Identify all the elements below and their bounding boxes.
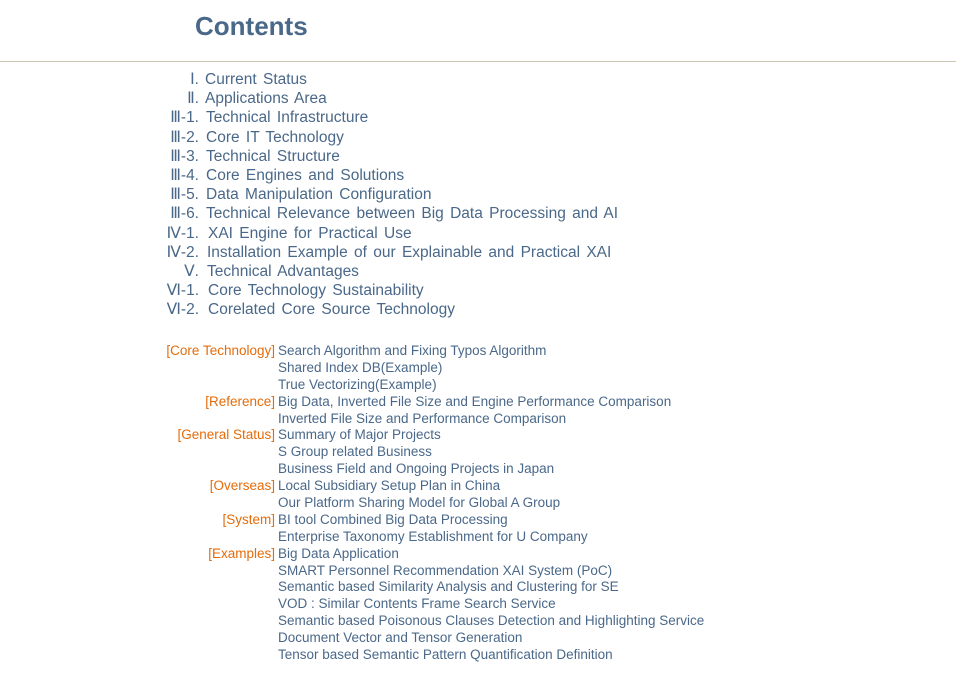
toc-item-number: Ⅴ.	[184, 262, 199, 280]
detail-item-text: Tensor based Semantic Pattern Quantification Definition	[278, 647, 613, 663]
detail-row	[0, 410, 956, 427]
detail-item-text: S Group related Business	[278, 444, 432, 460]
detail-row	[0, 393, 956, 410]
toc-item-title: Corelated Core Source Technology	[208, 301, 455, 319]
toc-item	[0, 281, 956, 300]
detail-category-label: [Examples]	[208, 545, 275, 561]
toc-item-number: Ⅳ-1.	[166, 224, 199, 242]
detail-item-text: Search Algorithm and Fixing Typos Algorithm	[278, 343, 547, 358]
detail-item-text: Document Vector and Tensor Generation	[278, 630, 523, 646]
detail-item-text: Our Platform Sharing Model for Global A Group	[278, 495, 561, 511]
toc-item	[0, 89, 956, 108]
toc-item	[0, 300, 956, 319]
detail-item-text: Local Subsidiary Setup Plan in China	[278, 478, 501, 494]
detail-row	[0, 460, 956, 477]
toc-item-number: Ⅰ.	[190, 71, 199, 88]
detail-category-label: [General Status]	[177, 427, 275, 443]
detail-item-text: True Vectorizing(Example)	[278, 376, 437, 392]
detail-item-text: Inverted File Size and Performance Comparison	[278, 410, 567, 426]
detail-item-text: Big Data, Inverted File Size and Engine Performance Comparison	[278, 393, 672, 409]
toc-item-number: Ⅳ-2.	[166, 243, 199, 261]
toc-item-title: Core Technology Sustainability	[208, 282, 424, 300]
detail-row	[0, 646, 956, 663]
detail-row	[0, 376, 956, 393]
toc-item	[0, 224, 956, 243]
detail-item-text: Summary of Major Projects	[278, 427, 441, 443]
toc-item-title: Core IT Technology	[206, 128, 344, 146]
detail-item-text: SMART Personnel Recommendation XAI System (PoC)	[278, 562, 613, 578]
toc-item	[0, 204, 956, 223]
detail-row	[0, 359, 956, 376]
detail-row	[0, 342, 956, 359]
detail-row	[0, 477, 956, 494]
toc-item-number: Ⅲ-4.	[170, 166, 199, 184]
toc-item-number: Ⅲ-3.	[170, 147, 199, 165]
detail-list	[0, 342, 956, 663]
detail-category-label: [System]	[222, 511, 275, 527]
toc-item-number: Ⅵ-2.	[166, 301, 199, 319]
toc-item-title: Technical Advantages	[207, 262, 359, 280]
toc-item	[0, 243, 956, 262]
toc-item-title: Technical Structure	[206, 147, 340, 165]
detail-row	[0, 511, 956, 528]
toc-item-title: Applications Area	[205, 90, 327, 108]
toc-item	[0, 147, 956, 166]
toc-item-title: Technical Relevance between Big Data Processing and AI	[206, 205, 619, 223]
detail-row	[0, 545, 956, 562]
toc-item-number: Ⅲ-2.	[170, 128, 199, 146]
toc-item-number: Ⅲ-5.	[170, 186, 199, 204]
toc-item	[0, 166, 956, 185]
detail-row	[0, 562, 956, 579]
detail-category-label: [Reference]	[205, 393, 275, 409]
page-title: Contents	[195, 11, 308, 41]
toc-item-number: Ⅱ.	[187, 90, 199, 108]
detail-item-text: Enterprise Taxonomy Establishment for U Company	[278, 528, 588, 544]
toc-item-title: Technical Infrastructure	[206, 109, 369, 127]
toc-item	[0, 128, 956, 147]
toc-item	[0, 262, 956, 281]
detail-row	[0, 629, 956, 646]
detail-item-text: Business Field and Ongoing Projects in Japan	[278, 461, 555, 477]
toc-item-title: XAI Engine for Practical Use	[208, 224, 412, 242]
detail-category-label: [Core Technology]	[166, 343, 275, 358]
table-of-contents	[0, 70, 956, 319]
detail-row	[0, 443, 956, 460]
title-divider	[0, 61, 956, 62]
detail-row	[0, 595, 956, 612]
detail-item-text: Semantic based Similarity Analysis and Clustering for SE	[278, 579, 619, 595]
toc-item	[0, 70, 956, 89]
detail-row	[0, 426, 956, 443]
toc-item-title: Data Manipulation Configuration	[206, 186, 432, 204]
toc-item-number: Ⅲ-1.	[170, 109, 199, 127]
detail-row	[0, 612, 956, 629]
toc-item	[0, 108, 956, 127]
toc-item-title: Current Status	[205, 71, 307, 88]
toc-item-number: Ⅲ-6.	[170, 205, 199, 223]
toc-item-title: Core Engines and Solutions	[206, 166, 405, 184]
detail-category-label: [Overseas]	[209, 478, 275, 494]
toc-item-number: Ⅵ-1.	[166, 282, 199, 300]
detail-row	[0, 578, 956, 595]
detail-row	[0, 528, 956, 545]
detail-item-text: Big Data Application	[278, 545, 399, 561]
detail-item-text: VOD : Similar Contents Frame Search Service	[278, 596, 556, 612]
detail-item-text: Semantic based Poisonous Clauses Detection and Highlighting Service	[278, 613, 705, 629]
detail-row	[0, 494, 956, 511]
detail-item-text: BI tool Combined Big Data Processing	[278, 511, 508, 527]
detail-item-text: Shared Index DB(Example)	[278, 359, 443, 375]
toc-item-title: Installation Example of our Explainable and Practical XAI	[207, 243, 612, 261]
toc-item	[0, 185, 956, 204]
